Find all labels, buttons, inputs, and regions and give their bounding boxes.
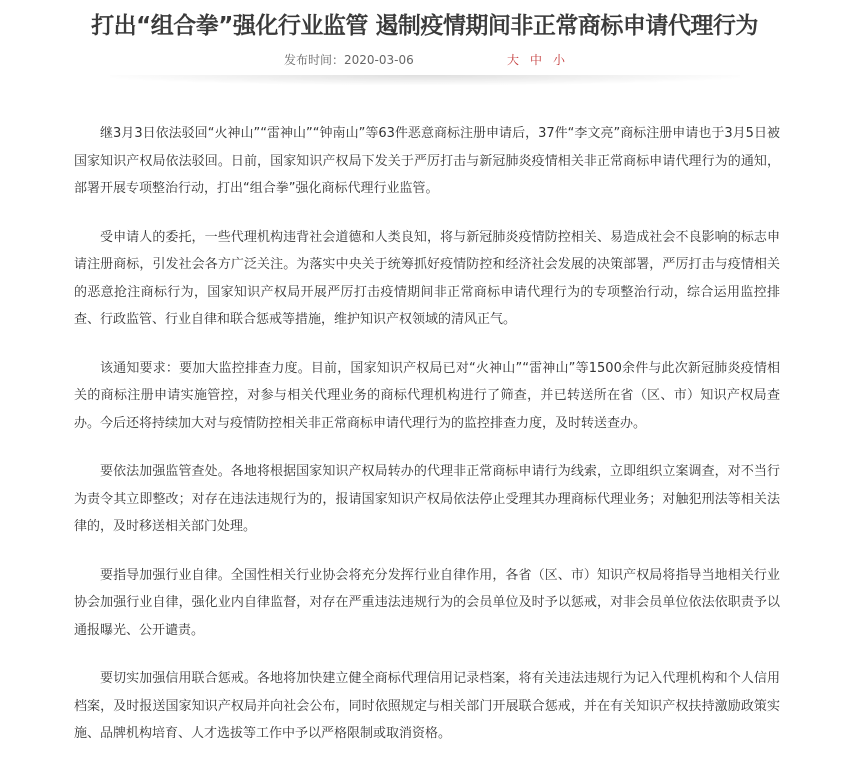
paragraph-1: 继3月3日依法驳回“火神山”“雷神山”“钟南山”等63件恶意商标注册申请后，37件“李文亮”商标注册申请也于3月5日被国家知识产权局依法驳回。日前，国家知识产权局下发关于严厉打击与新冠肺炎疫情相关非正常商标申请代理行为的通知，部署开展专项整治行动，打出“组合拳”强化商标代理行业监管。: [74, 126, 780, 196]
paragraph-6: 要切实加强信用联合惩戒。各地将加快建立健全商标代理信用记录档案，将有关违法违规行为记入代理机构和个人信用档案，及时报送国家知识产权局并向社会公布，同时依照规定与相关部门开展联合惩戒，并在有关知识产权扶持激励政策实施、品牌机构培育、人才选拔等工作中予以严格限制或取消资格。: [74, 671, 780, 741]
font-size-controls: [507, 52, 576, 68]
font-size-small-button[interactable]: 小: [553, 53, 566, 67]
publish-label: 发布时间：: [284, 53, 345, 67]
font-size-medium-button[interactable]: 中: [530, 53, 543, 67]
font-size-large-button[interactable]: 大: [507, 53, 520, 67]
paragraph-3: 该通知要求：要加大监控排查力度。目前，国家知识产权局已对“火神山”“雷神山”等1500余件与此次新冠肺炎疫情相关的商标注册申请实施管控，对参与相关代理业务的商标代理机构进行了筛查，并已转送所在省（区、市）知识产权局查办。今后还将持续加大对与疫情防控相关非正常商标申请代理行为的监控排查力度，及时转送查办。: [74, 360, 780, 431]
article-title: 打出“组合拳”强化行业监管 遏制疫情期间非正常商标申请代理行为: [91, 13, 758, 39]
publish-date: 2020-03-06: [344, 53, 414, 67]
paragraph-2: 受申请人的委托，一些代理机构违背社会道德和人类良知，将与新冠肺炎疫情防控相关、易造成社会不良影响的标志申请注册商标，引发社会各方广泛关注。为落实中央关于统筹抓好疫情防控和经济社会发展的决策部署，严厉打击与疫情相关的恶意抢注商标行为，国家知识产权局开展严厉打击疫情期间非正常商标申请代理行为的专项整治行动，综合运用监控排查、行政监管、行业自律和联合惩戒等措施，维护知识产权领域的清风正气。: [74, 229, 780, 327]
paragraph-4: 要依法加强监管查处。各地将根据国家知识产权局转办的代理非正常商标申请行为线索，立即组织立案调查，对不当行为责令其立即整改；对存在违法违规行为的，报请国家知识产权局依法停止受理其办理商标代理业务；对触犯刑法等相关法律的，及时移送相关部门处理。: [74, 464, 780, 534]
paragraph-5: 要指导加强行业自律。全国性相关行业协会将充分发挥行业自律作用，各省（区、市）知识产权局将指导当地相关行业协会加强行业自律，强化业内自律监督，对存在严重违法违规行为的会员单位及时予以惩戒，对非会员单位依法依职责予以通报曝光、公开谴责。: [74, 567, 780, 638]
article-meta: [0, 52, 849, 72]
publish-info: [284, 52, 414, 68]
header-divider: [110, 75, 740, 85]
article-body: [74, 120, 780, 769]
